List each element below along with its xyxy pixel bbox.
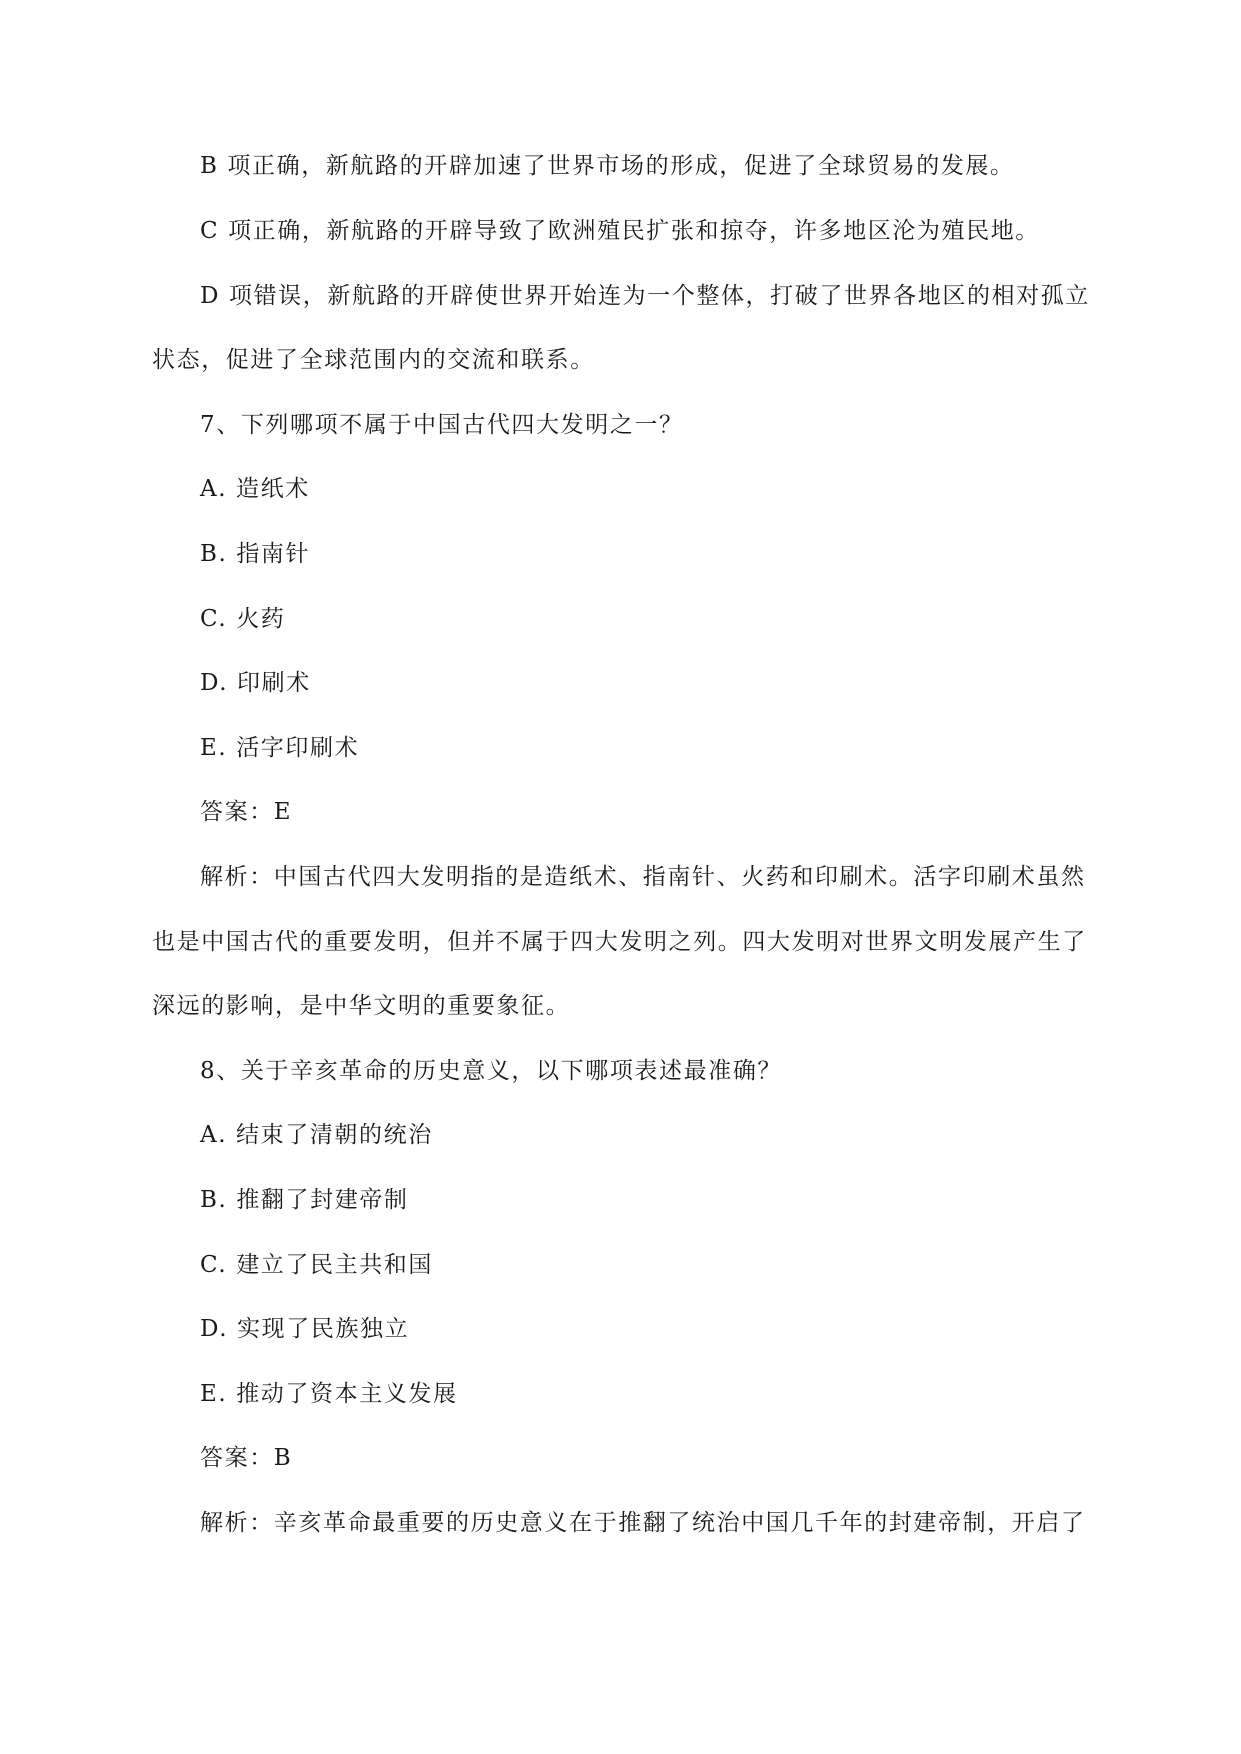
question-8-option-a: A. 结束了清朝的统治: [200, 1122, 433, 1148]
question-8-option-e: E. 推动了资本主义发展: [200, 1381, 458, 1407]
question-7-option-d: D. 印刷术: [200, 670, 311, 696]
question-8: 8、关于辛亥革命的历史意义，以下哪项表述最准确？: [200, 1058, 783, 1084]
explanation-option-c: C 项正确，新航路的开辟导致了欧洲殖民扩张和掠夺，许多地区沦为殖民地。: [200, 218, 1040, 244]
question-8-option-b: B. 推翻了封建帝制: [200, 1187, 409, 1213]
explanation-option-b: B 项正确，新航路的开辟加速了世界市场的形成，促进了全球贸易的发展。: [200, 153, 1015, 179]
question-8-option-d: D. 实现了民族独立: [200, 1316, 410, 1342]
explanation-option-d: D 项错误，新航路的开辟使世界开始连为一个整体，打破了世界各地区的相对孤立: [200, 283, 1090, 309]
question-7-explanation: 解析：中国古代四大发明指的是造纸术、指南针、火药和印刷术。活字印刷术虽然: [200, 864, 1086, 890]
question-8-explanation: 解析：辛亥革命最重要的历史意义在于推翻了统治中国几千年的封建帝制，开启了: [200, 1510, 1086, 1536]
question-7-option-c: C. 火药: [200, 606, 286, 632]
question-7-answer: 答案：E: [200, 799, 293, 825]
question-7: 7、下列哪项不属于中国古代四大发明之一？: [200, 412, 684, 438]
question-7-explanation-continued: 也是中国古代的重要发明，但并不属于四大发明之列。四大发明对世界文明发展产生了: [152, 929, 1087, 955]
question-7-option-b: B. 指南针: [200, 541, 311, 567]
question-8-answer: 答案：B: [200, 1445, 293, 1471]
question-7-option-e: E. 活字印刷术: [200, 735, 360, 761]
question-7-explanation-end: 深远的影响，是中华文明的重要象征。: [152, 993, 571, 1019]
question-8-option-c: C. 建立了民主共和国: [200, 1252, 434, 1278]
question-7-option-a: A. 造纸术: [200, 476, 310, 502]
explanation-option-d-continued: 状态，促进了全球范围内的交流和联系。: [152, 347, 595, 373]
